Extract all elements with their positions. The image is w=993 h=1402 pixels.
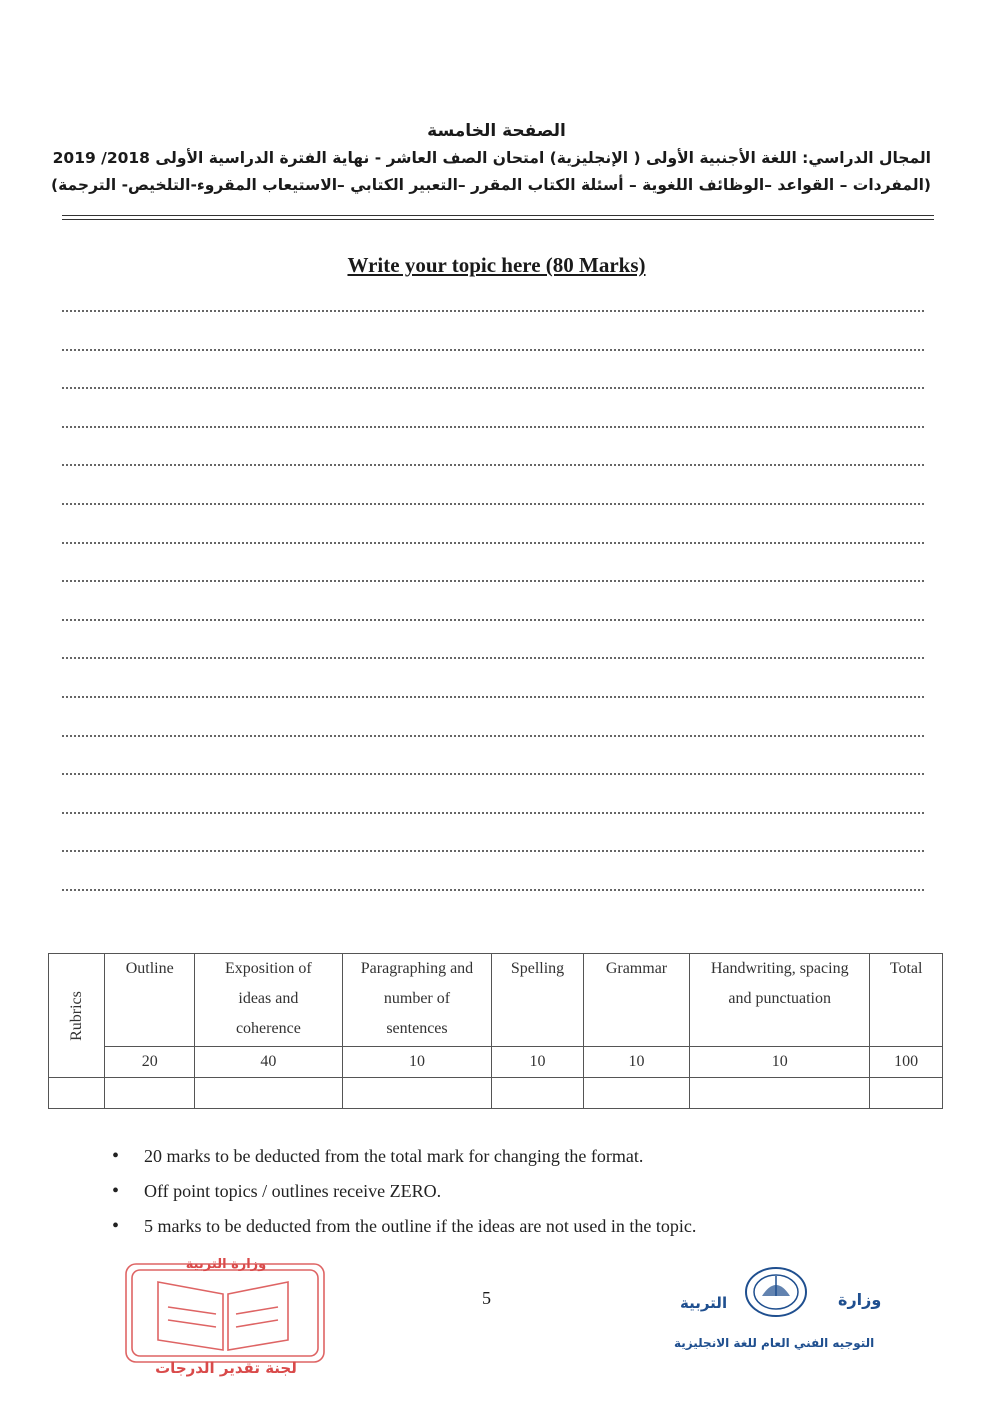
rubrics-table <box>48 953 943 1109</box>
writing-line[interactable] <box>62 580 924 582</box>
rubric-mark-cell: 10 <box>690 1047 870 1078</box>
rubric-header-cell <box>492 954 584 1047</box>
writing-line[interactable] <box>62 503 924 505</box>
rubric-header-text: and punctuation <box>728 990 831 1007</box>
writing-line[interactable] <box>62 349 924 351</box>
rubric-mark-cell: 10 <box>342 1047 491 1078</box>
rubrics-score-row <box>49 1078 943 1109</box>
rubric-score-cell[interactable] <box>342 1078 491 1109</box>
writing-line[interactable] <box>62 812 924 814</box>
rubric-header-text: Grammar <box>605 960 668 977</box>
rubric-header-cell <box>870 954 943 1047</box>
exam-topics-line: (المفردات – القواعد –الوظائف اللغوية – أسئلة الكتاب المقرر –التعبير الكتابي –الاستيعاب المقروء-التلخيص- الترجمة) <box>51 176 931 194</box>
rubric-header-cell <box>105 954 194 1047</box>
rubrics-header-row <box>49 954 943 1047</box>
logo-text-right: وزارة <box>838 1290 882 1309</box>
writing-line[interactable] <box>62 696 924 698</box>
rubric-header-text: Total <box>889 960 923 977</box>
grading-committee-stamp <box>118 1252 333 1377</box>
rubric-score-cell[interactable] <box>690 1078 870 1109</box>
note-item: • Off point topics / outlines receive ZERO. <box>112 1176 696 1211</box>
rubric-score-cell[interactable] <box>194 1078 342 1109</box>
writing-line[interactable] <box>62 387 924 389</box>
writing-line[interactable] <box>62 619 924 621</box>
rubric-score-cell[interactable] <box>105 1078 194 1109</box>
note-item: • 5 marks to be deducted from the outline if the ideas are not used in the topic. <box>112 1211 696 1246</box>
writing-line[interactable] <box>62 542 924 544</box>
rubric-header-text: Exposition of <box>225 960 312 977</box>
rubric-mark-cell: 10 <box>583 1047 689 1078</box>
rubric-mark-cell: 100 <box>870 1047 943 1078</box>
rubric-score-cell[interactable] <box>492 1078 584 1109</box>
writing-line[interactable] <box>62 735 924 737</box>
subject-line: المجال الدراسي: اللغة الأجنبية الأولى ( الإنجليزية) امتحان الصف العاشر - نهاية الفترة الدراسية الأولى 2018/ 2019 <box>52 149 931 167</box>
rubric-mark-cell: 40 <box>194 1047 342 1078</box>
writing-line[interactable] <box>62 773 924 775</box>
rubrics-side-label: Rubrics <box>49 954 105 1078</box>
writing-line[interactable] <box>62 464 924 466</box>
rubric-header-text: coherence <box>235 1020 301 1037</box>
rubric-header-text: Spelling <box>510 960 565 977</box>
score-cell-side <box>49 1078 105 1109</box>
ministry-logo <box>670 1264 890 1364</box>
rubric-mark-cell: 10 <box>492 1047 584 1078</box>
rubrics-marks-row <box>49 1047 943 1078</box>
kuwait-emblem-icon <box>742 1264 810 1324</box>
stamp-text-bottom: لجنة تقدير الدرجات <box>155 1359 297 1377</box>
stamp-text-top: وزارة التربية <box>185 1257 267 1272</box>
rubric-header-text: sentences <box>386 1020 448 1037</box>
writing-line[interactable] <box>62 850 924 852</box>
page-title: الصفحة الخامسة <box>427 121 566 141</box>
rubric-score-cell[interactable] <box>870 1078 943 1109</box>
topic-heading: Write your topic here (80 Marks) <box>347 253 646 277</box>
rubric-header-cell <box>194 954 342 1047</box>
rubric-header-cell <box>583 954 689 1047</box>
writing-line[interactable] <box>62 657 924 659</box>
logo-text-left: التربية <box>680 1294 728 1312</box>
writing-line[interactable] <box>62 426 924 428</box>
rubric-mark-cell: 20 <box>105 1047 194 1078</box>
note-item: • 20 marks to be deducted from the total mark for changing the format. <box>112 1141 696 1176</box>
rubric-header-text: Handwriting, spacing <box>710 960 849 977</box>
rubric-header-text: Paragraphing and <box>360 960 474 977</box>
logo-text-bottom: التوجيه الفني العام للغة الانجليزية <box>674 1336 875 1350</box>
writing-line[interactable] <box>62 310 924 312</box>
page-number: 5 <box>482 1288 491 1308</box>
notes-list <box>112 1141 696 1246</box>
rubric-score-cell[interactable] <box>583 1078 689 1109</box>
rubric-header-cell <box>342 954 491 1047</box>
writing-line[interactable] <box>62 889 924 891</box>
rubric-header-text: Outline <box>125 960 174 977</box>
header-separator <box>62 215 934 220</box>
rubric-header-text: ideas and <box>238 990 299 1007</box>
rubric-header-text: number of <box>383 990 451 1007</box>
rubric-header-cell <box>690 954 870 1047</box>
